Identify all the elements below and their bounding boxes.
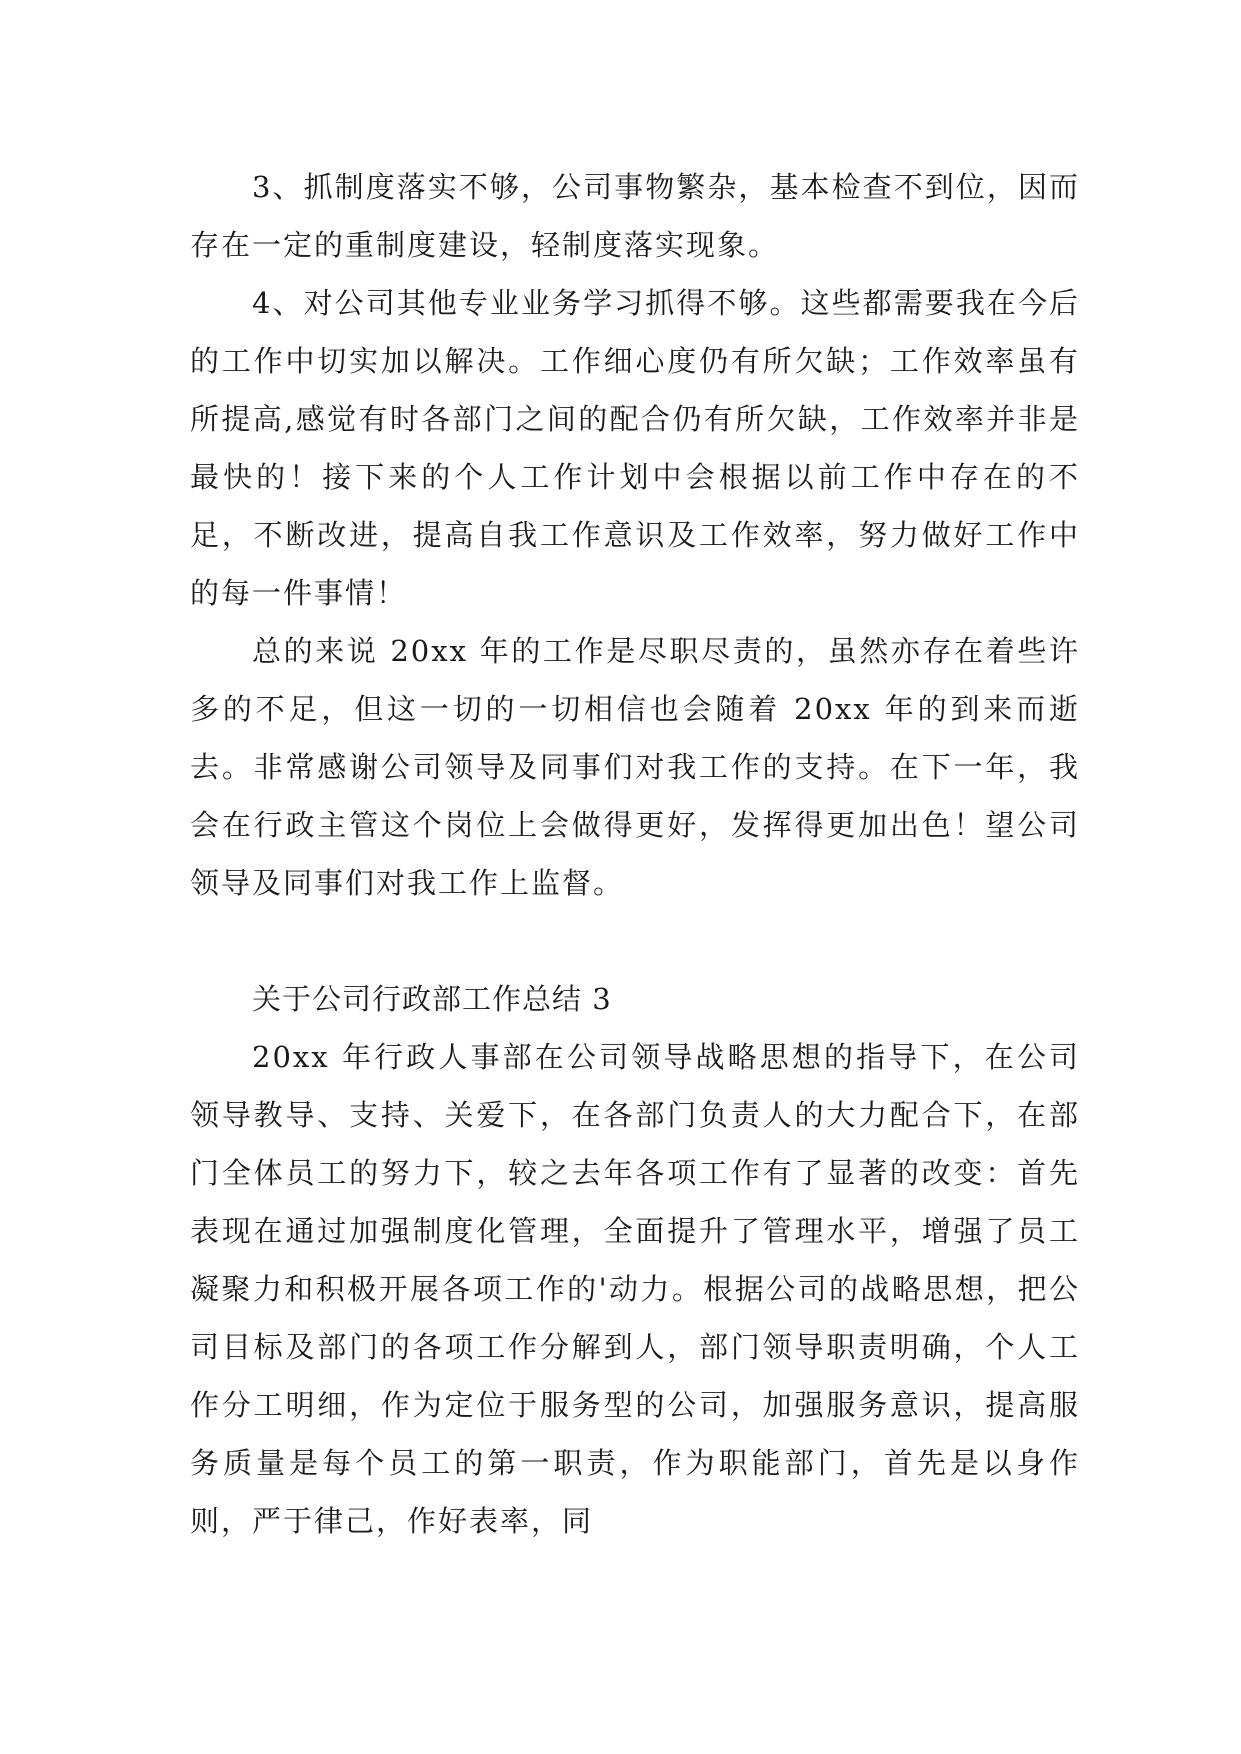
document-body bbox=[190, 158, 1080, 1550]
paragraph-section-3-intro: 20xx 年行政人事部在公司领导战略思想的指导下，在公司领导教导、支持、关爱下，在各部门负责人的大力配合下，在部门全体员工的努力下，较之去年各项工作有了显著的改变：首先表现在通过加强制度化管理，全面提升了管理水平，增强了员工凝聚力和积极开展各项工作的'动力。根据公司的战略思想，把公司目标及部门的各项工作分解到人，部门领导职责明确，个人工作分工明细，作为定位于服务型的公司，加强服务意识，提高服务质量是每个员工的第一职责，作为职能部门，首先是以身作则，严于律己，作好表率，同 bbox=[190, 1040, 1080, 1538]
paragraph-item-3: 3、抓制度落实不够，公司事物繁杂，基本检查不到位，因而存在一定的重制度建设，轻制度落实现象。 bbox=[190, 170, 1080, 262]
paragraph-summary: 总的来说 20xx 年的工作是尽职尽责的，虽然亦存在着些许多的不足，但这一切的一切相信也会随着 20xx 年的到来而逝去。非常感谢公司领导及同事们对我工作的支持。在下一年，我会在行政主管这个岗位上会做得更好，发挥得更加出色！望公司领导及同事们对我工作上监督。 bbox=[190, 634, 1080, 900]
section-title: 关于公司行政部工作总结 3 bbox=[252, 982, 612, 1016]
paragraph-spacer bbox=[190, 912, 1080, 970]
paragraph-item-4: 4、对公司其他专业业务学习抓得不够。这些都需要我在今后的工作中切实加以解决。工作细心度仍有所欠缺；工作效率虽有所提高,感觉有时各部门之间的配合仍有所欠缺，工作效率并非是最快的！接下来的个人工作计划中会根据以前工作中存在的不足，不断改进，提高自我工作意识及工作效率，努力做好工作中的每一件事情！ bbox=[190, 286, 1080, 610]
